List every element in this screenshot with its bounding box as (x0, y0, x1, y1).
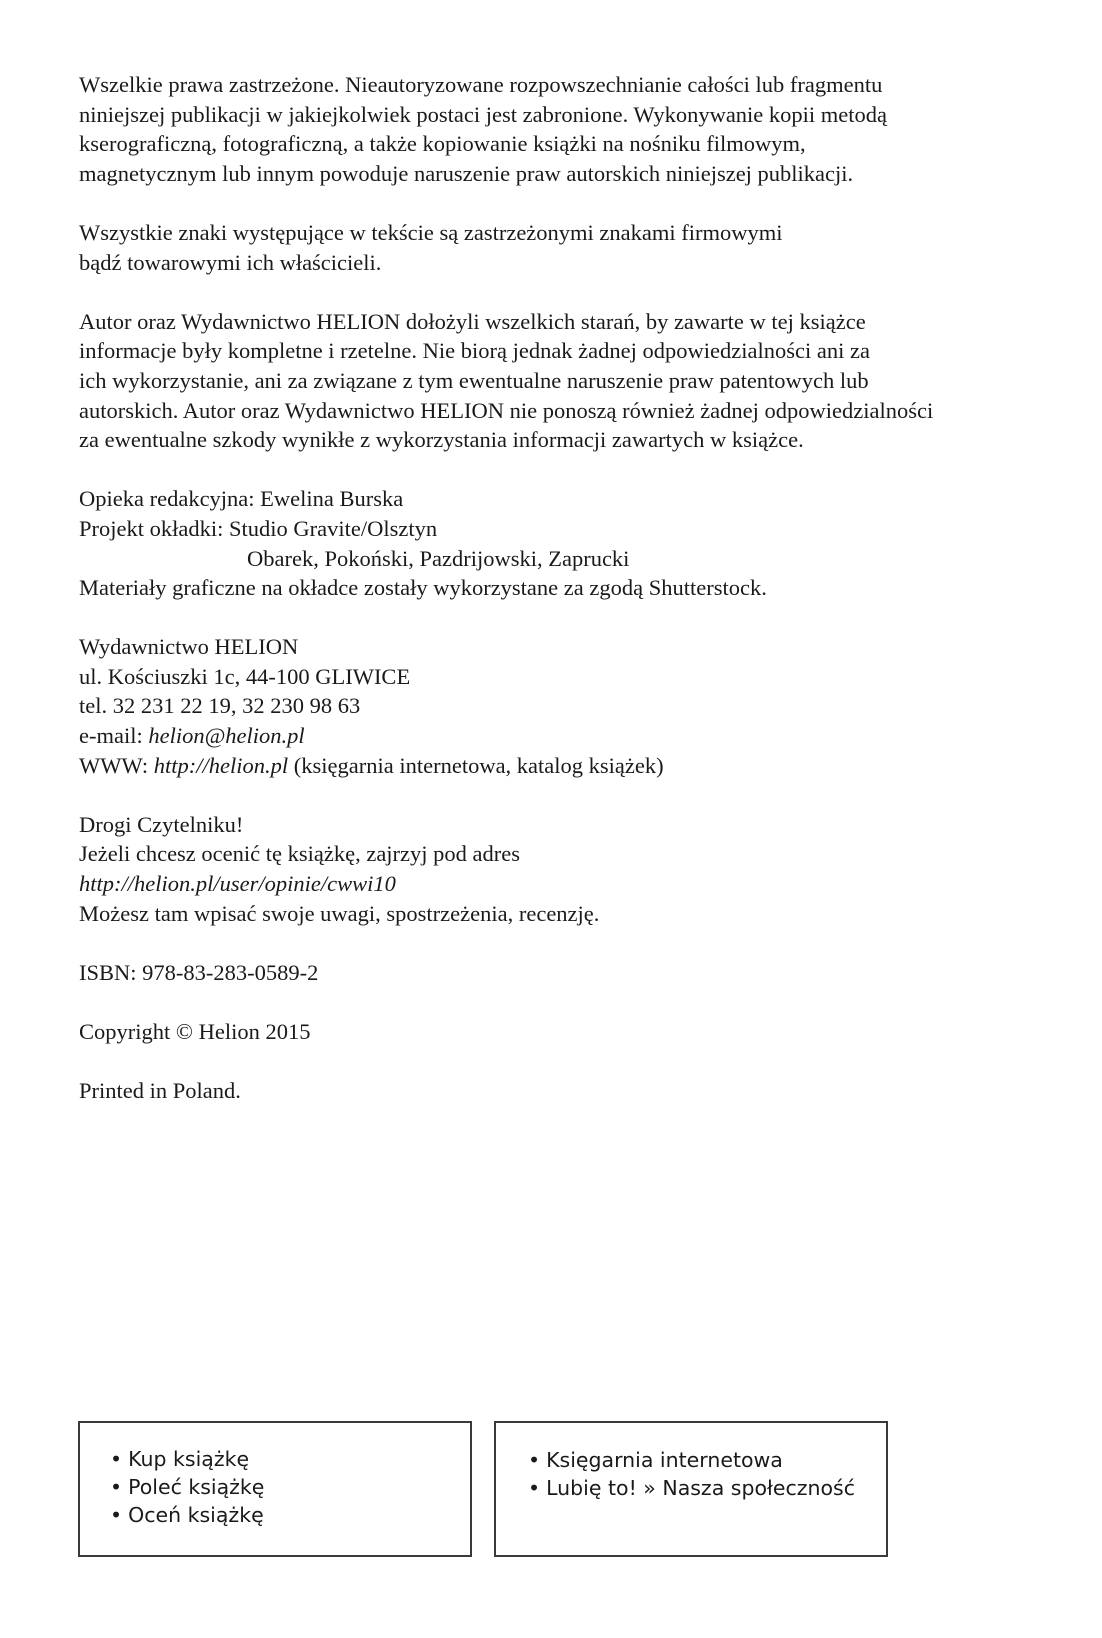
text-line: ich wykorzystanie, ani za związane z tym ewentualne naruszenie praw patentowych lub (79, 367, 869, 393)
trademarks-paragraph (79, 218, 1039, 277)
text-line: autorskich. Autor oraz Wydawnictwo HELION nie ponoszą również żadnej odpowiedzialności (79, 397, 934, 423)
graphics-credit: Materiały graficzne na okładce zostały wykorzystane za zgodą Shutterstock. (79, 575, 767, 601)
text-line: kserograficzną, fotograficzną, a także kopiowanie książki na nośniku filmowym, (79, 131, 806, 157)
copyright: Copyright © Helion 2015 (79, 1019, 311, 1044)
review-link[interactable]: http://helion.pl/user/opinie/cwwi10 (79, 871, 396, 897)
online-bookstore-link[interactable] (528, 1446, 886, 1474)
liability-paragraph (79, 307, 1039, 455)
bullet-icon: • (528, 1448, 541, 1472)
store-links-box (494, 1421, 888, 1557)
rights-paragraph (79, 70, 1039, 188)
text-line: magnetycznym lub innym powoduje naruszenie praw autorskich niniejszej publikacji. (79, 160, 854, 186)
reader-note (79, 810, 1039, 928)
link-label: Poleć książkę (128, 1475, 265, 1499)
bullet-icon: • (110, 1475, 123, 1499)
editor-credit: Opieka redakcyjna: Ewelina Burska (79, 486, 404, 512)
www-note: (księgarnia internetowa, katalog książek) (288, 752, 664, 778)
publisher-email-line (79, 721, 1039, 751)
cover-credit-names: Obarek, Pokoński, Pazdrijowski, Zaprucki (247, 545, 630, 571)
text-line: Autor oraz Wydawnictwo HELION dołożyli wszelkich starań, by zawarte w tej książce (79, 308, 866, 334)
www-label: WWW: (79, 752, 154, 778)
text-line: niniejszej publikacji w jakiejkolwiek postaci jest zabronione. Wykonywanie kopii metodą (79, 101, 888, 127)
credits-paragraph (79, 484, 1039, 602)
printed-in: Printed in Poland. (79, 1078, 241, 1104)
bullet-icon: • (110, 1447, 123, 1471)
isbn: ISBN: 978-83-283-0589-2 (79, 959, 319, 985)
text-line: za ewentualne szkody wynikłe z wykorzystania informacji zawartych w książce. (79, 427, 804, 453)
buy-book-link[interactable] (110, 1445, 470, 1473)
cover-credit: Projekt okładki: Studio Gravite/Olsztyn (79, 515, 438, 541)
reader-note-text: Możesz tam wpisać swoje uwagi, spostrzeżenia, recenzję. (79, 900, 600, 926)
link-label: Oceń książkę (128, 1503, 264, 1527)
bullet-icon: • (110, 1503, 123, 1527)
imprint-page (79, 70, 1039, 1135)
email-link[interactable]: helion@helion.pl (148, 723, 305, 749)
recommend-book-link[interactable] (110, 1473, 470, 1501)
text-line: bądź towarowymi ich właścicieli. (79, 249, 382, 275)
publisher-contact (79, 632, 1039, 780)
link-label: Księgarnia internetowa (546, 1448, 783, 1472)
email-label: e-mail: (79, 723, 149, 749)
rate-book-link[interactable] (110, 1501, 470, 1529)
text-line: Wszelkie prawa zastrzeżone. Nieautoryzowane rozpowszechnianie całości lub fragmentu (79, 72, 883, 97)
book-actions-list (80, 1423, 470, 1529)
publisher-www-line (79, 751, 1039, 781)
publisher-name: Wydawnictwo HELION (79, 634, 299, 660)
publisher-phone: tel. 32 231 22 19, 32 230 98 63 (79, 693, 361, 719)
reader-invite: Jeżeli chcesz ocenić tę książkę, zajrzyj pod adres (79, 841, 521, 867)
bullet-icon: • (528, 1476, 541, 1500)
text-line: Wszystkie znaki występujące w tekście są zastrzeżonymi znakami firmowymi (79, 219, 783, 245)
text-line: informacje były kompletne i rzetelne. Nie biorą jednak żadnej odpowiedzialności ani za (79, 338, 870, 364)
link-label: Lubię to! » Nasza społeczność (546, 1476, 855, 1500)
store-links-list (496, 1423, 886, 1502)
community-link[interactable] (528, 1474, 886, 1502)
reader-greeting: Drogi Czytelniku! (79, 811, 244, 837)
www-link[interactable]: http://helion.pl (153, 752, 289, 778)
book-actions-box (78, 1421, 472, 1557)
publisher-address: ul. Kościuszki 1c, 44-100 GLIWICE (79, 663, 411, 689)
link-label: Kup książkę (128, 1447, 250, 1471)
